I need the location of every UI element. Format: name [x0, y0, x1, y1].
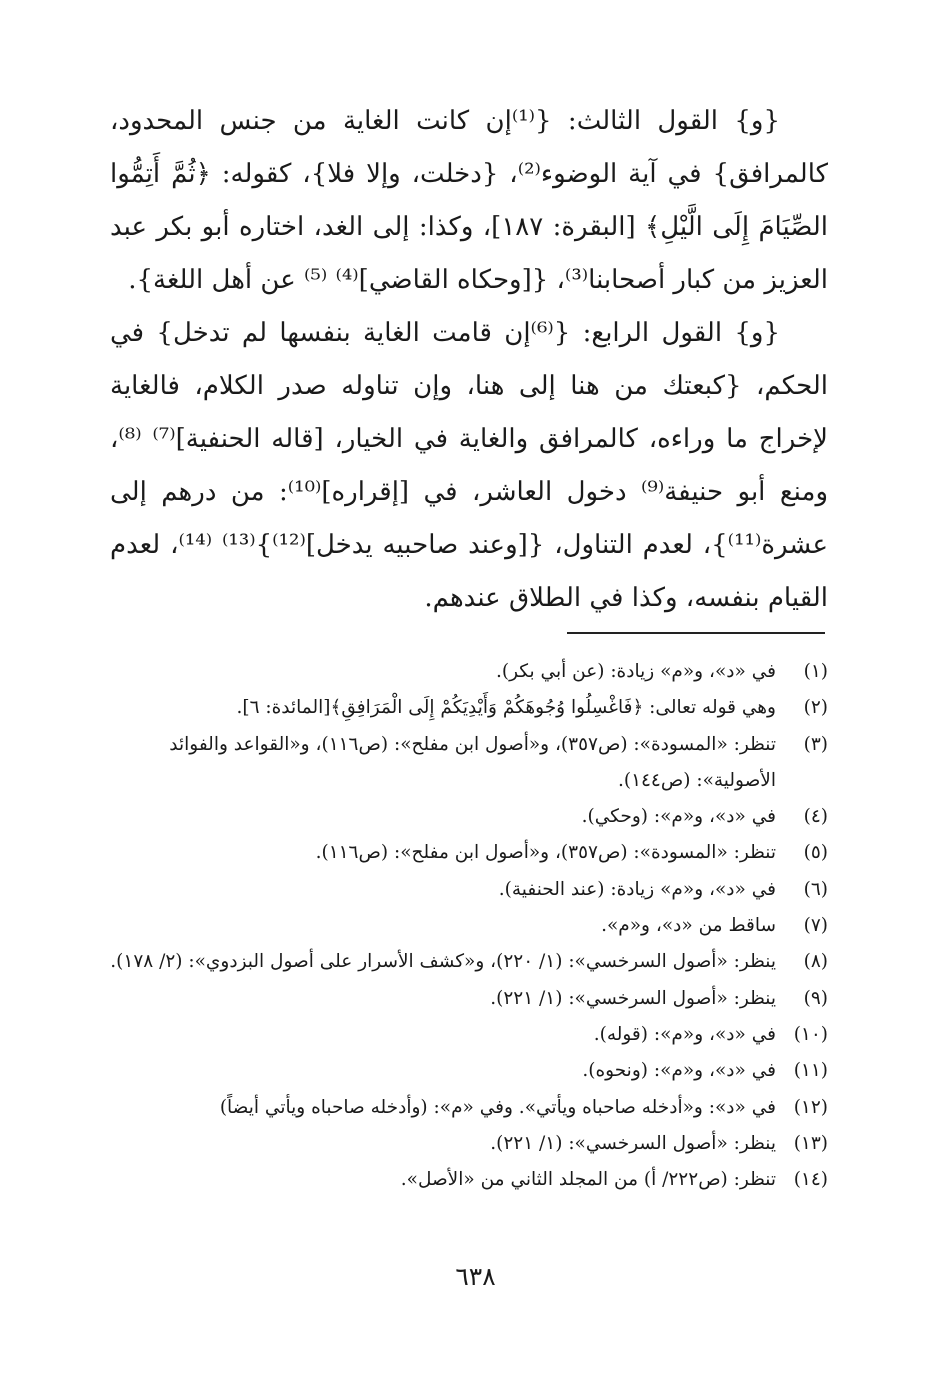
footnote-item [110, 654, 828, 690]
footnote-number: (٧) [803, 915, 828, 937]
footnote-number: (٦) [803, 878, 828, 900]
footnote-number: (٨) [803, 951, 828, 973]
footnote-number: (١) [803, 661, 828, 682]
footnote-text: في «د»، و«م»: (وحكي). [581, 806, 776, 828]
footnote-item [110, 690, 828, 726]
footnote-item [110, 1053, 828, 1089]
footnote-item [110, 981, 828, 1017]
page-number: ٦٣٨ [455, 1262, 496, 1291]
footnote-number: (٤) [803, 806, 828, 828]
footnote-item [110, 1162, 828, 1198]
footnote-number: (٢) [803, 697, 828, 719]
paragraph-third-opinion: {و} القول الثالث: {⁽¹⁾إن كانت الغاية من جنس المحدود، كالمرافق} في آية الوضوء⁽²⁾، {دخلت، وإلا فلا}، كقوله: ﴿ثُمَّ أَتِمُّوا الصِّيَامَ إِلَى الَّيْلِ﴾ [البقرة: ١٨٧]، وكذا: إلى الغد، اختاره أبو بكر عبد العزيز من كبار أصحابنا⁽³⁾، {[وحكاه القاضي]⁽⁴⁾ ⁽⁵⁾ عن أهل اللغة}. [110, 106, 829, 295]
footnote-item [110, 1126, 828, 1162]
footnote-text: تنظر: «المسودة»: (ص٣٥٧)، و«أصول ابن مفلح»: (ص١١٦)، و«القواعد والفوائد الأصولية»: (ص١٤٤). [169, 733, 776, 791]
footnote-item [110, 799, 828, 835]
footnote-item [110, 908, 828, 944]
main-body-text [110, 95, 828, 625]
footnote-text: في «د»: و«أدخله صاحباه ويأتي». وفي «م»: (وأدخله صاحباه ويأتي أيضاً) [219, 1096, 776, 1118]
footnote-item [110, 1017, 828, 1053]
footnote-text: تنظر: «المسودة»: (ص٣٥٧)، و«أصول ابن مفلح»: (ص١١٦). [315, 842, 776, 864]
footnote-number: (٩) [803, 987, 828, 1009]
footnote-item [110, 835, 828, 871]
footnote-text: تنظر: (ص٢٢٢/ أ) من المجلد الثاني من «الأصل». [400, 1169, 776, 1191]
footnote-text: في «د»، و«م» زيادة: (عن أبي بكر). [495, 661, 776, 682]
footnote-text: في «د»، و«م»: (ونحوه). [582, 1060, 776, 1082]
footnote-item [110, 1090, 828, 1126]
footnote-text: ينظر: «أصول السرخسي»: (١/ ٢٢٠)، و«كشف الأسرار على أصول البزدوي»: (٢/ ١٧٨). [110, 951, 776, 973]
footnote-number: (١٠) [793, 1023, 828, 1045]
footnote-text: في «د»، و«م»: (قوله). [593, 1023, 776, 1045]
footnote-number: (١٣) [793, 1132, 828, 1154]
footnote-number: (٥) [803, 842, 828, 864]
footnote-text: ينظر: «أصول السرخسي»: (١/ ٢٢١). [490, 987, 776, 1009]
footnote-item [110, 727, 828, 800]
footnote-text: وهي قوله تعالى: ﴿فَاغْسِلُوا وُجُوهَكُمْ وَأَيْدِيَكُمْ إِلَى الْمَرَافِقِ﴾[المائدة: ٦]. [236, 697, 776, 719]
footnote-text: ينظر: «أصول السرخسي»: (١/ ٢٢١). [490, 1132, 776, 1154]
footnote-number: (١١) [793, 1060, 828, 1082]
footnotes-list [110, 654, 828, 1198]
footnote-text: في «د»، و«م» زيادة: (عند الحنفية). [498, 878, 776, 900]
footnote-number: (١٤) [793, 1169, 828, 1191]
footnote-number: (١٢) [793, 1096, 828, 1118]
footnote-item [110, 872, 828, 908]
footnote-divider [567, 632, 825, 634]
footnote-item [110, 944, 828, 980]
footnote-text: ساقط من «د»، و«م». [601, 915, 776, 937]
footnote-number: (٣) [803, 733, 828, 755]
paragraph-fourth-opinion: {و} القول الرابع: {⁽⁶⁾إن قامت الغاية بنفسها لم تدخل} في الحكم، {كبعتك من هنا إلى هنا، وإن تناوله صدر الكلام، فالغاية لإخراج ما وراءه، كالمرافق والغاية في الخيار، [قاله الحنفية]⁽⁷⁾ ⁽⁸⁾، ومنع أبو حنيفة⁽⁹⁾ دخول العاشر، في [إقراره]⁽¹⁰⁾: من درهم إلى عشرة⁽¹¹⁾}، لعدم التناول، {[وعند صاحبيه يدخل]⁽¹²⁾}⁽¹³⁾ ⁽¹⁴⁾، لعدم القيام بنفسه، وكذا في الطلاق عندهم. [110, 318, 829, 613]
